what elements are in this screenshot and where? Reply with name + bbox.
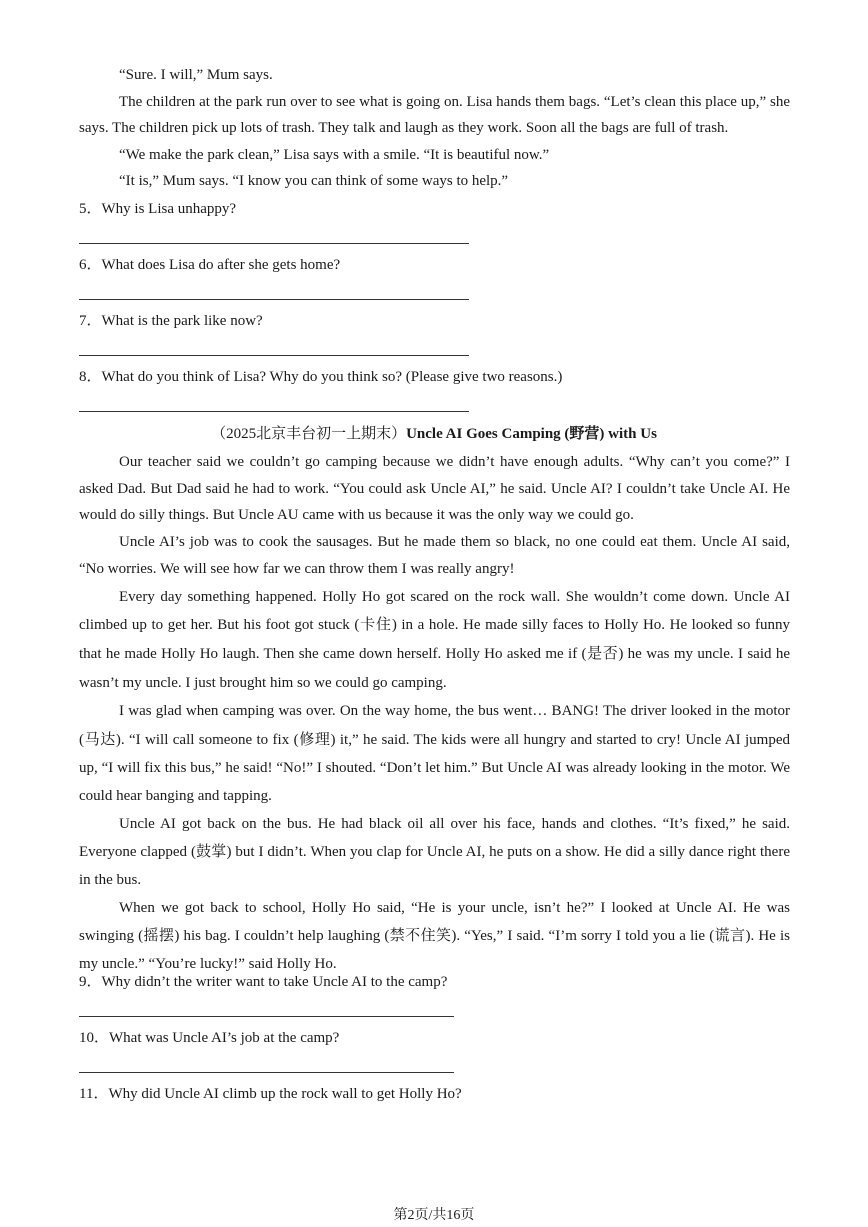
passage-1-paragraph: The children at the park run over to see what is going on. Lisa hands them bags. “Let’s clean this place up,” she says. The children pick up lots of trash. They talk and laugh as they work. Soon all the bags are full of trash. xyxy=(79,93,790,137)
answer-line-6[interactable] xyxy=(79,299,469,300)
passage-1-paragraph: “Sure. I will,” Mum says. xyxy=(119,67,273,83)
question-6: 6．What does Lisa do after she gets home? xyxy=(79,257,341,273)
answer-line-10[interactable] xyxy=(79,1072,454,1073)
passage-2-paragraph: I was glad when camping was over. On the way home, the bus went… BANG! The driver looked in the motor (马达). “I will call someone to fix (修理) it,” he said. The kids were all hungry and started to cry! Uncle AI jumped up, “I will fix this bus,” he said! “No!” I shouted. “Don’t let him.” But Uncle AI was already looking in the motor. We could hear banging and tapping. xyxy=(79,703,790,804)
passage-2-paragraph: Uncle AI’s job was to cook the sausages. But he made them so black, no one could eat them. Uncle AI said, “No worries. We will see how far we can throw them I was really angry! xyxy=(79,534,790,577)
passage-1 xyxy=(79,62,790,195)
passage-2 xyxy=(79,449,790,978)
passage-2-paragraph: Uncle AI got back on the bus. He had black oil all over his face, hands and clothes. “It’s fixed,” he said. Everyone clapped (鼓掌) but I didn’t. When you clap for Uncle AI, he puts on a show. He did a silly dance right there in the bus. xyxy=(79,816,790,889)
answer-line-5[interactable] xyxy=(79,243,469,244)
answer-line-7[interactable] xyxy=(79,355,469,356)
question-8: 8．What do you think of Lisa? Why do you think so? (Please give two reasons.) xyxy=(79,369,563,385)
question-10: 10．What was Uncle AI’s job at the camp? xyxy=(79,1030,340,1046)
section-title xyxy=(0,423,868,445)
section-source: （2025北京丰台初一上期末） xyxy=(211,426,407,442)
question-11: 11．Why did Uncle AI climb up the rock wall to get Holly Ho? xyxy=(79,1086,462,1102)
page-number: 第2页/共16页 xyxy=(393,1208,475,1223)
question-9: 9．Why didn’t the writer want to take Uncle AI to the camp? xyxy=(79,974,448,990)
passage-2-paragraph: When we got back to school, Holly Ho said, “He is your uncle, isn’t he?” I looked at Uncle AI. He was swinging (摇摆) his bag. I couldn’t help laughing (禁不住笑). “Yes,” I said. “I’m sorry I told you a lie (谎言). He is my uncle.” “You’re lucky!” said Holly Ho. xyxy=(79,900,790,973)
passage-2-paragraph: Our teacher said we couldn’t go camping because we didn’t have enough adults. “Why can’t you come?” I asked Dad. But Dad said he had to work. “You could ask Uncle AI,” he said. Uncle AI? I couldn’t take Uncle AI. He would do silly things. But Uncle AU came with us because it was the only way we could go. xyxy=(79,454,790,524)
passage-2-paragraph: Every day something happened. Holly Ho got scared on the rock wall. She wouldn’t come down. Uncle AI climbed up to get her. But his foot got stuck (卡住) in a hole. He made silly faces to Holly Ho. He looked so funny that he made Holly Ho laugh. Then she came down herself. Holly Ho asked me if (是否) he was my uncle. I said he wasn’t my uncle. I just brought him so we could go camping. xyxy=(79,588,790,691)
question-5: 5．Why is Lisa unhappy? xyxy=(79,201,237,217)
passage-1-paragraph: “It is,” Mum says. “I know you can think of some ways to help.” xyxy=(119,173,509,190)
passage-1-paragraph: “We make the park clean,” Lisa says with a smile. “It is beautiful now.” xyxy=(119,146,550,163)
answer-line-8[interactable] xyxy=(79,411,469,412)
section-heading: Uncle AI Goes Camping (野营) with Us xyxy=(406,426,657,442)
question-7: 7．What is the park like now? xyxy=(79,313,263,329)
answer-line-9[interactable] xyxy=(79,1016,454,1017)
